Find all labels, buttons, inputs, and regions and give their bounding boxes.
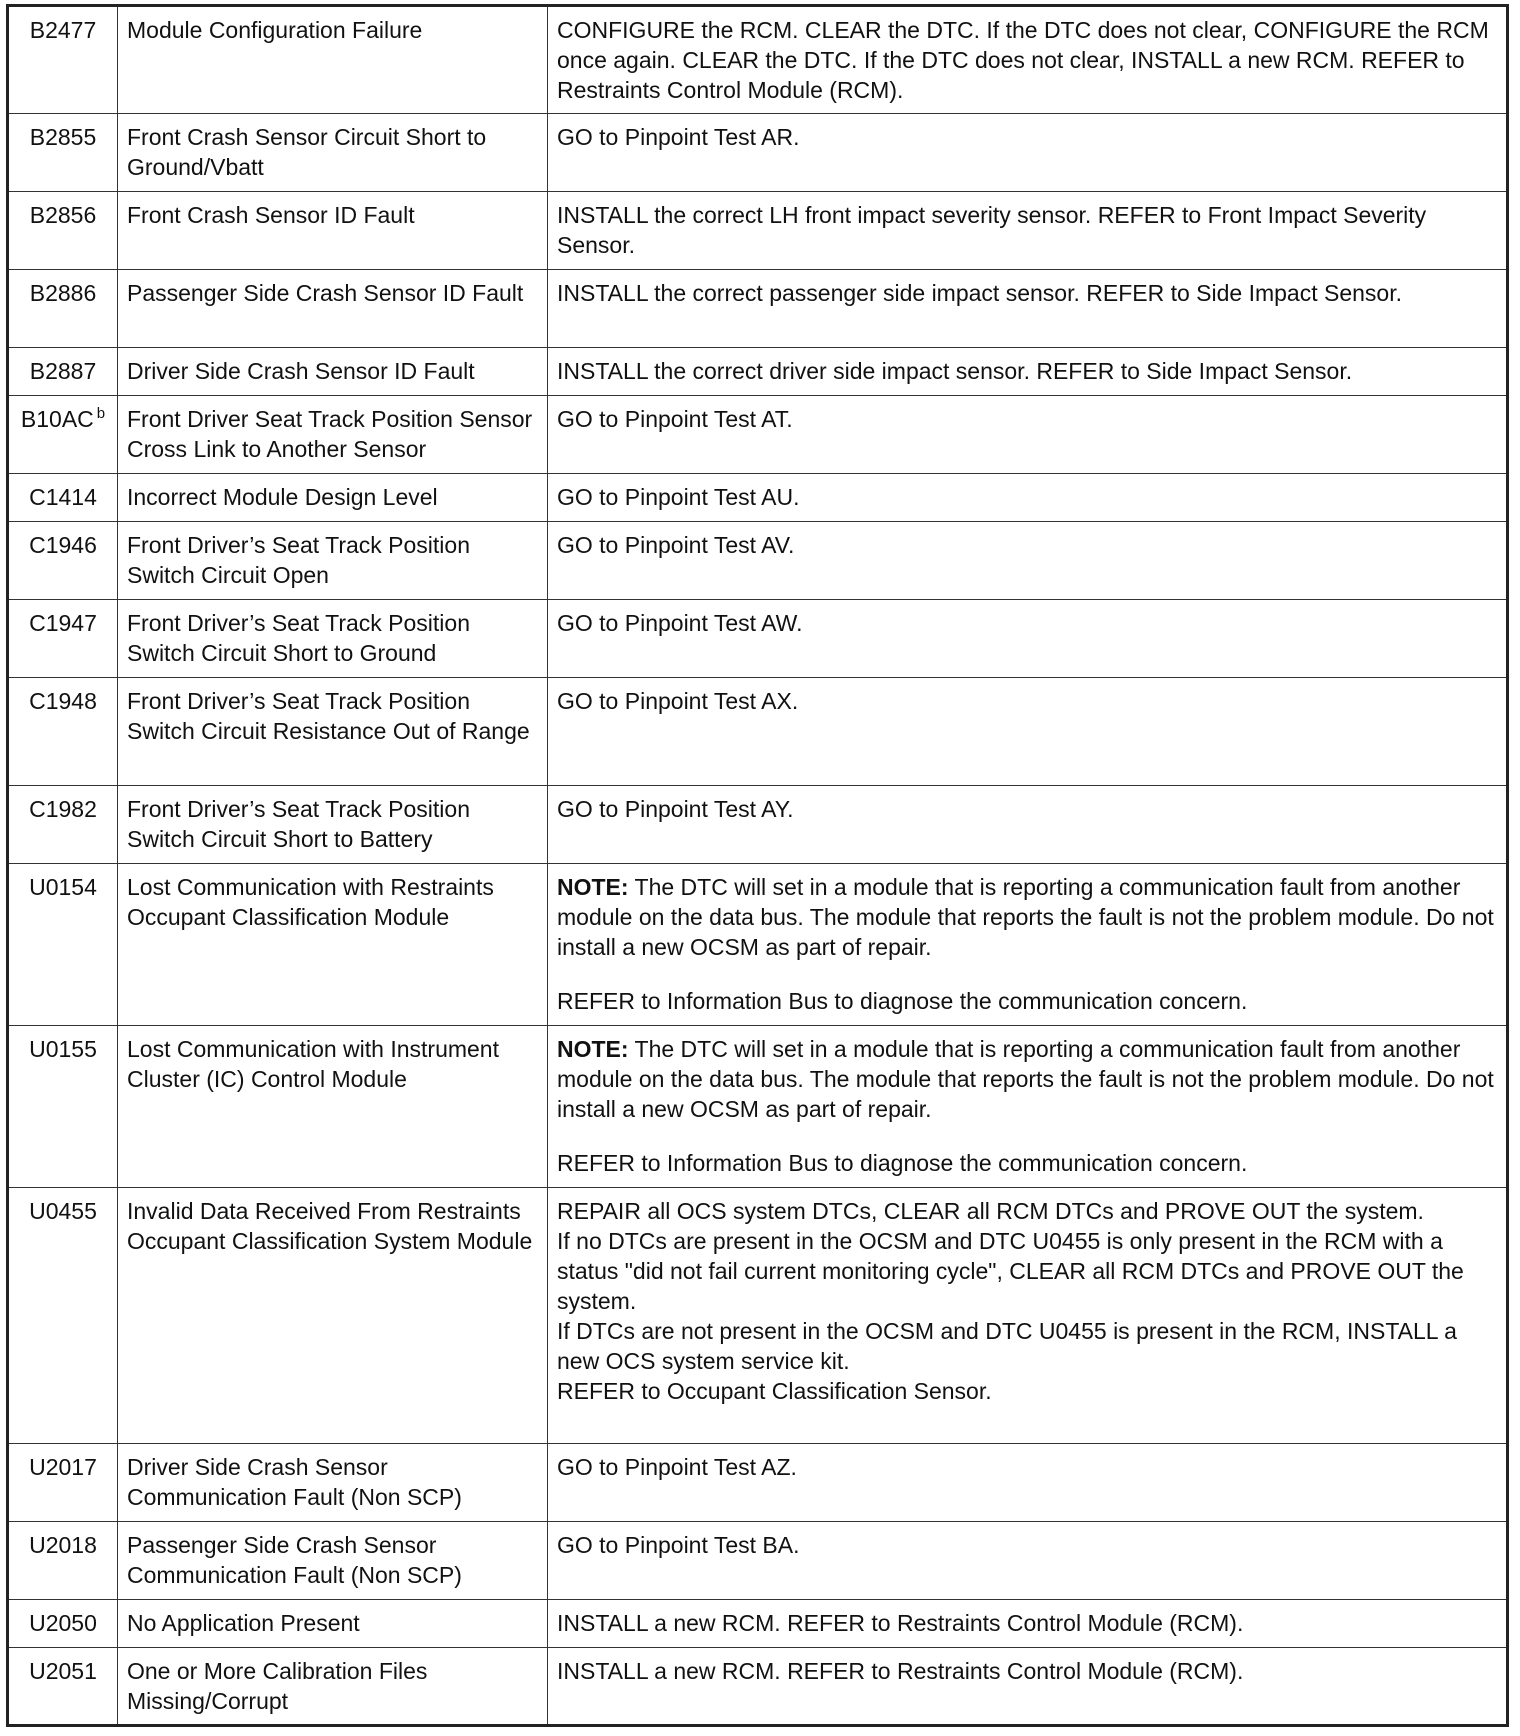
dtc-description: Lost Communication with Restraints Occupant Classification Module [118,864,548,1026]
dtc-description: Front Crash Sensor ID Fault [118,192,548,270]
dtc-description: Front Driver’s Seat Track Position Switch Circuit Short to Battery [118,786,548,864]
dtc-action: REFER to Information Bus to diagnose the communication concern. [557,1150,1248,1176]
dtc-action: REFER to Information Bus to diagnose the communication concern. [557,988,1248,1014]
table-row [8,270,1508,348]
dtc-action-cell [548,864,1508,1026]
dtc-description: Front Crash Sensor Circuit Short to Ground/Vbatt [118,114,548,192]
dtc-table [6,4,1509,1727]
dtc-description: Incorrect Module Design Level [118,474,548,522]
table-row [8,192,1508,270]
dtc-action: GO to Pinpoint Test AW. [548,600,1508,678]
dtc-code: U2050 [8,1600,118,1648]
table-row [8,678,1508,786]
dtc-action: GO to Pinpoint Test AU. [548,474,1508,522]
note-label: NOTE: [557,1036,629,1062]
dtc-action: INSTALL the correct LH front impact severity sensor. REFER to Front Impact Severity Sensor. [548,192,1508,270]
dtc-code: C1947 [8,600,118,678]
action-line: REFER to Occupant Classification Sensor. [557,1378,992,1404]
table-row [8,786,1508,864]
dtc-description: Front Driver Seat Track Position Sensor Cross Link to Another Sensor [118,396,548,474]
dtc-code: U2017 [8,1444,118,1522]
dtc-description: Driver Side Crash Sensor Communication Fault (Non SCP) [118,1444,548,1522]
table-row [8,1026,1508,1188]
dtc-action: INSTALL a new RCM. REFER to Restraints Control Module (RCM). [548,1648,1508,1726]
note-text: The DTC will set in a module that is reporting a communication fault from another module on the data bus. The module that reports the fault is not the problem module. Do not install a new OCSM as part of repair. [557,1036,1494,1122]
dtc-code: B2886 [8,270,118,348]
table-row [8,396,1508,474]
action-line: If DTCs are not present in the OCSM and DTC U0455 is present in the RCM, INSTALL a new OCS system service kit. [557,1318,1457,1374]
footnote-marker: b [96,405,106,423]
dtc-code: C1414 [8,474,118,522]
table-row [8,600,1508,678]
dtc-code: U2051 [8,1648,118,1726]
dtc-action: GO to Pinpoint Test AY. [548,786,1508,864]
dtc-code: U0455 [8,1188,118,1444]
table-row [8,348,1508,396]
dtc-description: No Application Present [118,1600,548,1648]
document-page [6,4,1506,1727]
dtc-action: GO to Pinpoint Test AT. [548,396,1508,474]
table-row [8,6,1508,114]
dtc-action: INSTALL the correct passenger side impact sensor. REFER to Side Impact Sensor. [548,270,1508,348]
dtc-code: U2018 [8,1522,118,1600]
dtc-description: Front Driver’s Seat Track Position Switch Circuit Short to Ground [118,600,548,678]
dtc-action-cell [548,1188,1508,1444]
dtc-code: C1982 [8,786,118,864]
dtc-description: Passenger Side Crash Sensor Communication Fault (Non SCP) [118,1522,548,1600]
dtc-action: GO to Pinpoint Test AR. [548,114,1508,192]
note-text: The DTC will set in a module that is reporting a communication fault from another module on the data bus. The module that reports the fault is not the problem module. Do not install a new OCSM as part of repair. [557,874,1494,960]
dtc-description: Invalid Data Received From Restraints Occupant Classification System Module [118,1188,548,1444]
table-row [8,474,1508,522]
dtc-action-cell [548,1026,1508,1188]
dtc-action: GO to Pinpoint Test AZ. [548,1444,1508,1522]
dtc-action: GO to Pinpoint Test AV. [548,522,1508,600]
dtc-code: B2856 [8,192,118,270]
dtc-code: B2855 [8,114,118,192]
table-row [8,1522,1508,1600]
dtc-code-cell [8,396,118,474]
dtc-code: B2887 [8,348,118,396]
table-row [8,1600,1508,1648]
dtc-description: Lost Communication with Instrument Cluster (IC) Control Module [118,1026,548,1188]
table-row [8,114,1508,192]
dtc-description: Front Driver’s Seat Track Position Switch Circuit Resistance Out of Range [118,678,548,786]
dtc-description: One or More Calibration Files Missing/Corrupt [118,1648,548,1726]
dtc-action: INSTALL the correct driver side impact sensor. REFER to Side Impact Sensor. [548,348,1508,396]
table-row [8,1648,1508,1726]
dtc-code: U0154 [8,864,118,1026]
dtc-code: B10AC [20,406,94,432]
table-row [8,1444,1508,1522]
action-line: REPAIR all OCS system DTCs, CLEAR all RCM DTCs and PROVE OUT the system. [557,1198,1424,1224]
dtc-description: Front Driver’s Seat Track Position Switch Circuit Open [118,522,548,600]
dtc-action: INSTALL a new RCM. REFER to Restraints Control Module (RCM). [548,1600,1508,1648]
dtc-code: U0155 [8,1026,118,1188]
dtc-code: B2477 [8,6,118,114]
dtc-action: GO to Pinpoint Test BA. [548,1522,1508,1600]
dtc-description: Driver Side Crash Sensor ID Fault [118,348,548,396]
dtc-description: Passenger Side Crash Sensor ID Fault [118,270,548,348]
table-row [8,864,1508,1026]
note-label: NOTE: [557,874,629,900]
dtc-action: GO to Pinpoint Test AX. [548,678,1508,786]
dtc-code: C1946 [8,522,118,600]
table-row [8,522,1508,600]
table-row [8,1188,1508,1444]
dtc-action: CONFIGURE the RCM. CLEAR the DTC. If the DTC does not clear, CONFIGURE the RCM once again. CLEAR the DTC. If the DTC does not clear, INSTALL a new RCM. REFER to Restraints Control Module (RCM). [548,6,1508,114]
dtc-code: C1948 [8,678,118,786]
action-line: If no DTCs are present in the OCSM and DTC U0455 is only present in the RCM with a status "did not fail current monitoring cycle", CLEAR all RCM DTCs and PROVE OUT the system. [557,1228,1464,1314]
dtc-description: Module Configuration Failure [118,6,548,114]
